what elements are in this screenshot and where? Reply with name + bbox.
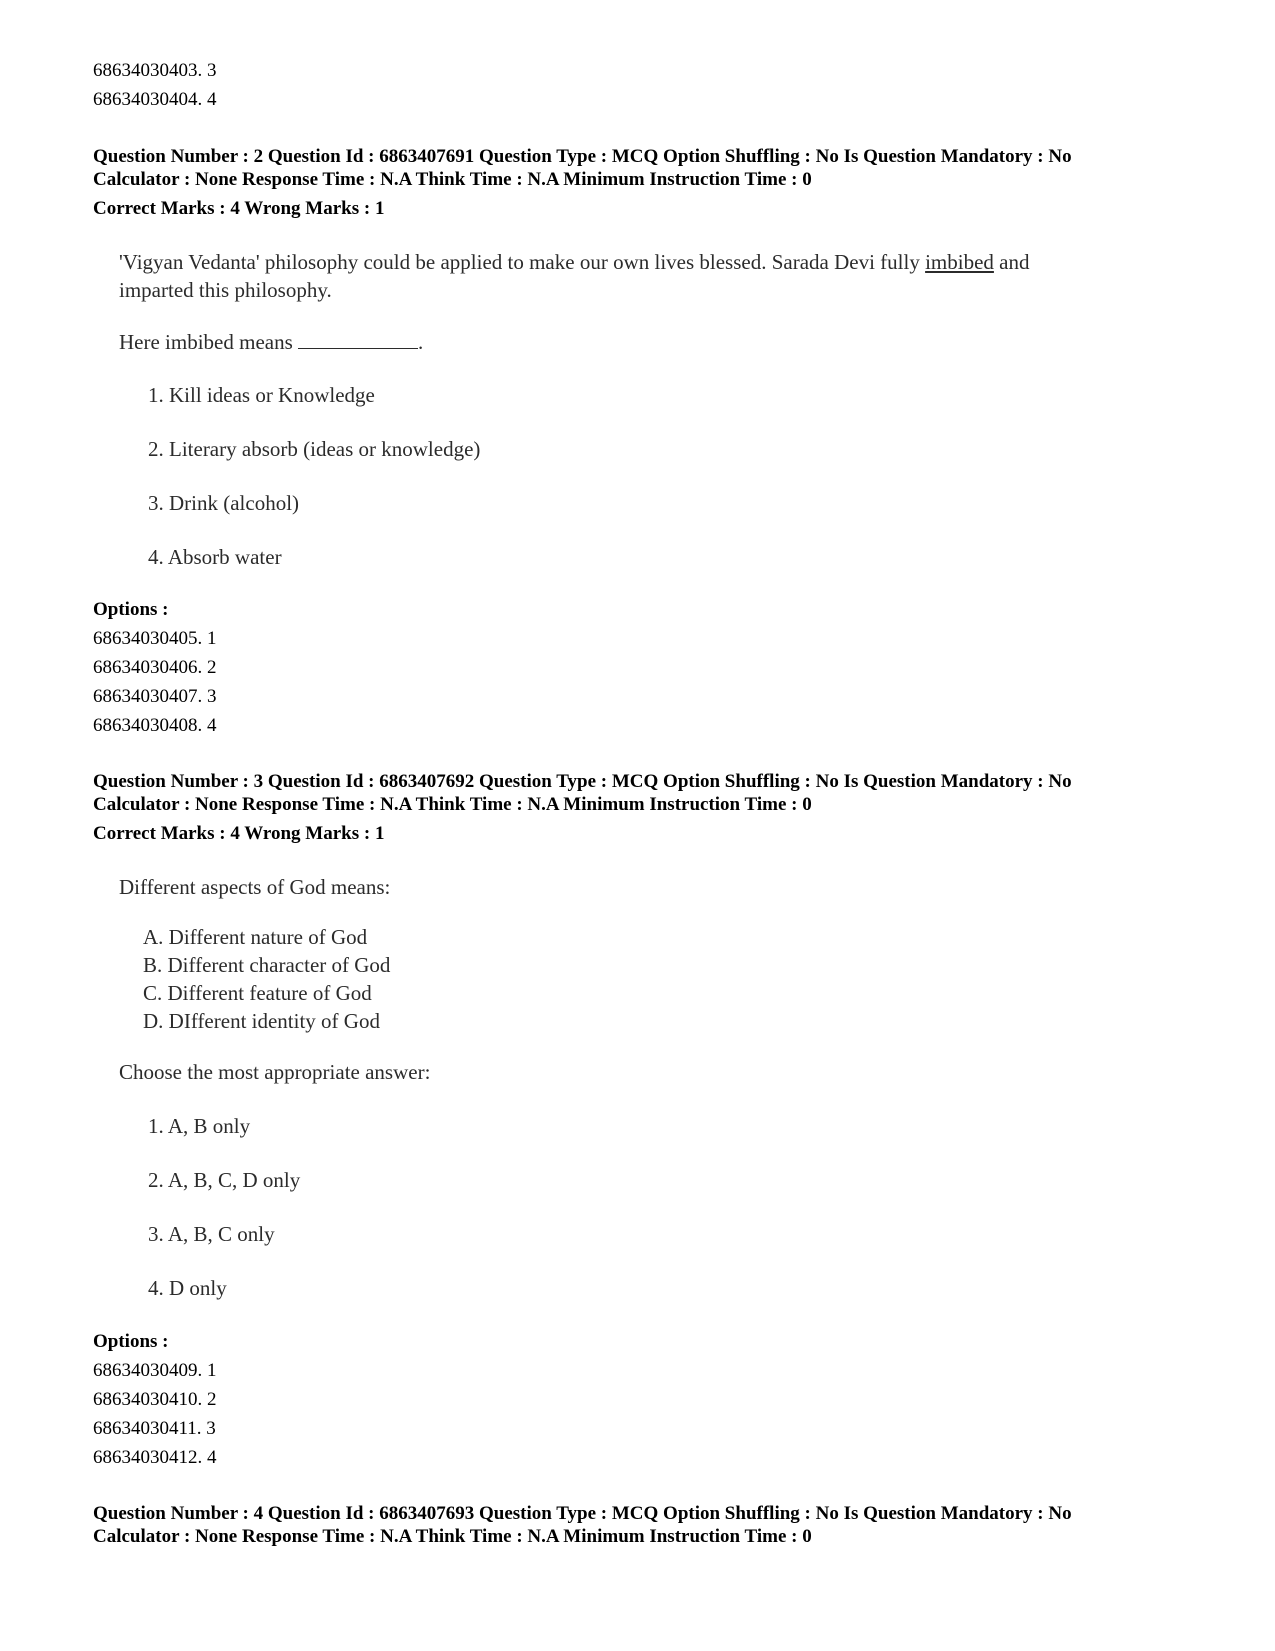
question-instruction: Choose the most appropriate answer: (119, 1060, 431, 1084)
option-line: 68634030403. 3 (93, 60, 217, 81)
statement-item: B. Different character of God (143, 953, 391, 977)
passage-text: and (993, 250, 1030, 274)
question-header: Question Number : 3 Question Id : 6863407692 Question Type : MCQ Option Shuffling : No Is Question Mandatory : No (93, 771, 1072, 792)
fill-blank (298, 330, 418, 349)
passage-underlined-word: imbibed (925, 250, 994, 274)
answer-choice: 2. Literary absorb (ideas or knowledge) (148, 437, 481, 461)
option-line: 68634030411. 3 (93, 1418, 216, 1439)
question-passage-line: imparted this philosophy. (119, 278, 332, 302)
option-line: 68634030408. 4 (93, 715, 217, 736)
answer-choice: 4. D only (148, 1276, 227, 1300)
question-header: Question Number : 2 Question Id : 6863407691 Question Type : MCQ Option Shuffling : No Is Question Mandatory : No (93, 146, 1072, 167)
answer-choice: 1. A, B only (148, 1114, 251, 1138)
option-line: 68634030412. 4 (93, 1447, 217, 1468)
answer-choice: 3. Drink (alcohol) (148, 491, 300, 515)
answer-choice: 2. A, B, C, D only (148, 1168, 301, 1192)
question-prompt (119, 328, 423, 356)
prompt-text: Here imbibed means (119, 330, 299, 354)
option-line: 68634030407. 3 (93, 686, 217, 707)
prompt-end: . (418, 330, 424, 354)
answer-choice: 1. Kill ideas or Knowledge (148, 383, 375, 407)
question-marks: Correct Marks : 4 Wrong Marks : 1 (93, 198, 385, 219)
option-line: 68634030410. 2 (93, 1389, 217, 1410)
option-line: 68634030405. 1 (93, 628, 217, 649)
question-header: Question Number : 4 Question Id : 6863407693 Question Type : MCQ Option Shuffling : No Is Question Mandatory : No (93, 1503, 1072, 1524)
option-line: 68634030406. 2 (93, 657, 217, 678)
question-meta: Calculator : None Response Time : N.A Think Time : N.A Minimum Instruction Time : 0 (93, 1526, 812, 1547)
question-meta: Calculator : None Response Time : N.A Think Time : N.A Minimum Instruction Time : 0 (93, 169, 812, 190)
statement-item: D. DIfferent identity of God (143, 1009, 380, 1033)
question-marks: Correct Marks : 4 Wrong Marks : 1 (93, 823, 385, 844)
statement-item: A. Different nature of God (143, 925, 368, 949)
answer-choice: 4. Absorb water (148, 545, 282, 569)
options-label: Options : (93, 1331, 169, 1352)
options-label: Options : (93, 599, 169, 620)
question-stem: Different aspects of God means: (119, 875, 391, 899)
question-passage (119, 248, 1030, 276)
answer-choice: 3. A, B, C only (148, 1222, 275, 1246)
passage-text: 'Vigyan Vedanta' philosophy could be applied to make our own lives blessed. Sarada Devi fully (119, 250, 926, 274)
question-meta: Calculator : None Response Time : N.A Think Time : N.A Minimum Instruction Time : 0 (93, 794, 812, 815)
option-line: 68634030409. 1 (93, 1360, 217, 1381)
option-line: 68634030404. 4 (93, 89, 217, 110)
statement-item: C. Different feature of God (143, 981, 372, 1005)
